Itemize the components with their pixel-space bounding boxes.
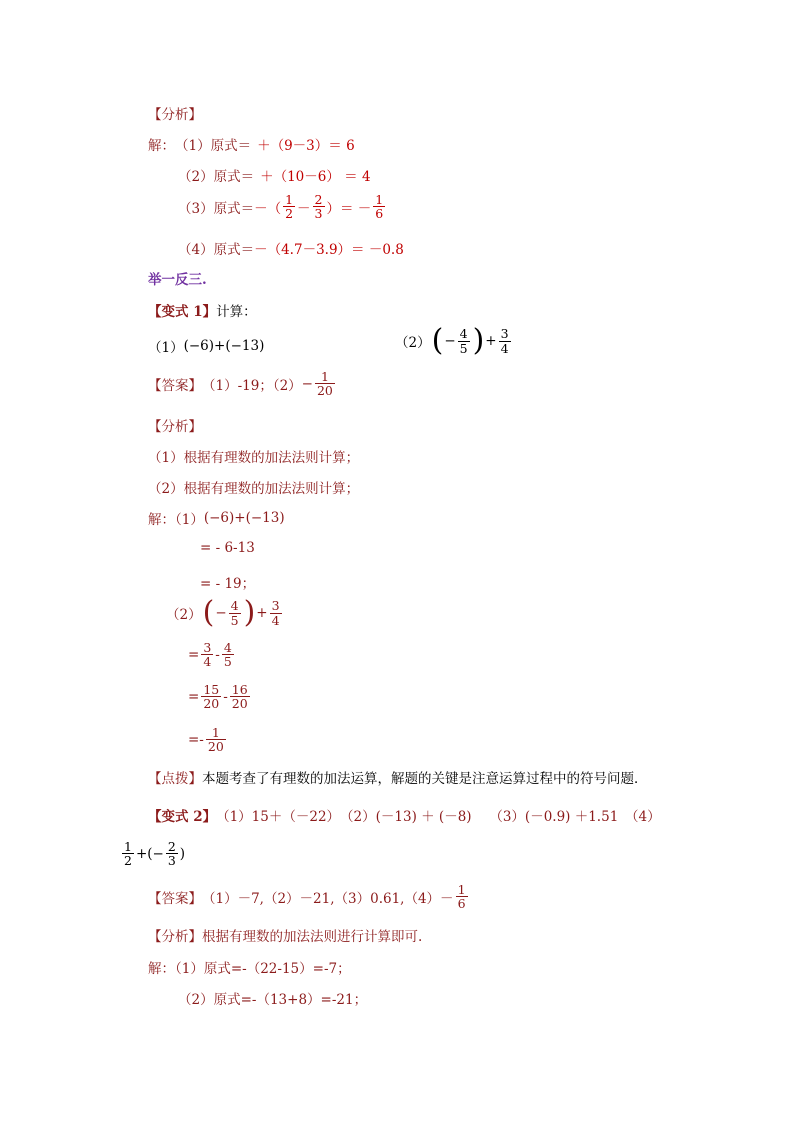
fraction: $\frac{1}{2}$ <box>285 192 294 222</box>
minus-sign: − <box>301 375 313 392</box>
fraction: $\frac{4}{5}$ <box>459 326 468 356</box>
analysis-title: 【分析】 <box>148 107 202 123</box>
equals-sign: = <box>188 646 200 663</box>
fraction: $\frac{2}{3}$ <box>314 192 323 222</box>
step-expression: －（ <box>254 200 282 217</box>
variant-1-analysis-2: （2）根据有理数的加法法则计算； <box>148 481 360 497</box>
variant-1-title-line <box>148 300 257 320</box>
left-paren: ( <box>202 595 215 630</box>
variant-1-solution-3: = - 19； <box>200 576 256 592</box>
step-label: （1）原式＝ <box>175 138 252 154</box>
variant-1-part-2 <box>166 595 284 630</box>
fraction: $\frac{4}{5}$ <box>230 598 239 628</box>
tip-title: 【点拨】 <box>148 771 202 787</box>
variant-1-title: 【变式 1】 <box>148 304 217 320</box>
step-label: （2）原式＝ <box>178 169 255 185</box>
variant-1-question-1 <box>148 336 264 356</box>
variant-1-solution-1 <box>148 508 285 528</box>
analysis-text: 根据有理数的加法法则进行计算即可. <box>202 929 423 945</box>
question-label: （2） <box>166 607 202 623</box>
tip-text: 本题考查了有理数的加法运算，解题的关键是注意运算过程中的符号问题． <box>202 771 648 787</box>
answer-text: （1）-19；（2） <box>202 377 302 394</box>
variant-2-title: 【变式 2】 <box>148 809 217 825</box>
fraction: $\frac{1}{20}$ <box>316 369 333 399</box>
fraction: $\frac{1}{20}$ <box>207 725 224 755</box>
fraction: $\frac{3}{4}$ <box>271 598 280 628</box>
fraction: $\frac{2}{3}$ <box>167 839 176 869</box>
fraction: $\frac{1}{2}$ <box>124 839 132 869</box>
solution-label: 解：（1） <box>148 512 204 528</box>
question-expression: (−6)+(−13) <box>183 338 265 354</box>
variant-1-step-r1 <box>188 641 236 668</box>
equals-sign: = <box>188 688 200 705</box>
variant-1-analysis-1: （1）根据有理数的加法法则计算； <box>148 450 360 466</box>
fraction: $\frac{3}{4}$ <box>203 640 212 670</box>
variant-1-solution-2: = - 6-13 <box>200 540 255 556</box>
step-expression: ）＝ － <box>326 200 372 217</box>
solution-expression: (−6)+(−13) <box>203 510 285 526</box>
variant-1-answer <box>148 370 337 397</box>
step-expression: －（4.7－3.9）＝ －0.8 <box>254 242 404 258</box>
question-label: （2） <box>395 335 431 351</box>
fraction: $\frac{4}{5}$ <box>223 640 232 670</box>
minus-sign: - <box>215 646 220 663</box>
left-paren: ( <box>431 323 444 358</box>
minus-sign: − <box>215 605 227 621</box>
variant-2-solution-1: 解：（1）原式=-（22-15）=-7； <box>148 961 351 977</box>
plus-sign: +(− <box>135 845 164 862</box>
equals-sign: =- <box>188 731 204 748</box>
right-paren: ) <box>243 595 256 630</box>
fraction: $\frac{1}{6}$ <box>457 882 466 912</box>
fraction: $\frac{15}{20}$ <box>203 682 220 712</box>
variant-1-instruction: 计算： <box>216 304 257 320</box>
variant-1-analysis-title: 【分析】 <box>148 419 202 435</box>
step-label: （4）原式＝ <box>178 242 255 258</box>
variant-1-question-2 <box>395 323 513 358</box>
minus-sign: − <box>444 333 456 349</box>
variant-2-questions: （1）15＋（－22） （2）(－13) ＋ (－8) （3）(－0.9) ＋1.51 （4） <box>216 809 661 825</box>
fraction: $\frac{3}{4}$ <box>500 326 509 356</box>
question-label: （1） <box>148 340 184 356</box>
solution-line-2 <box>178 165 371 185</box>
variant-1-tip <box>148 767 648 787</box>
variant-1-step-r3 <box>188 726 228 753</box>
step-expression: ＋（9－3）＝ 6 <box>257 138 355 154</box>
variant-2-solution-2: （2）原式=-（13+8）=-21； <box>178 992 368 1008</box>
variant-2-question-4 <box>120 840 185 867</box>
answer-title: 【答案】 <box>148 890 202 907</box>
minus-sign: - <box>223 688 228 705</box>
minus-sign: － <box>297 200 311 217</box>
right-paren: ) <box>179 845 186 862</box>
solution-line-4 <box>178 238 404 258</box>
variant-1-step-r2 <box>188 683 252 710</box>
fraction: $\frac{1}{6}$ <box>375 192 384 222</box>
fraction: $\frac{16}{20}$ <box>231 682 248 712</box>
analysis-title: 【分析】 <box>148 929 202 945</box>
variant-2-question-line <box>148 805 661 825</box>
step-expression: ＋（10－6） ＝ 4 <box>260 169 371 185</box>
step-label: （3）原式＝ <box>178 200 255 217</box>
practice-heading: 举一反三. <box>148 272 207 288</box>
right-paren: ) <box>472 323 485 358</box>
plus-sign: + <box>485 333 497 349</box>
solution-line-1 <box>148 134 355 154</box>
variant-2-analysis <box>148 925 422 945</box>
answer-title: 【答案】 <box>148 377 202 394</box>
solution-line-3 <box>178 193 387 220</box>
plus-sign: + <box>256 605 268 621</box>
solution-label: 解： <box>148 138 175 154</box>
variant-2-answer <box>148 883 470 910</box>
answer-text: （1）－7,（2）－21,（3）0.61,（4）－ <box>202 890 454 907</box>
